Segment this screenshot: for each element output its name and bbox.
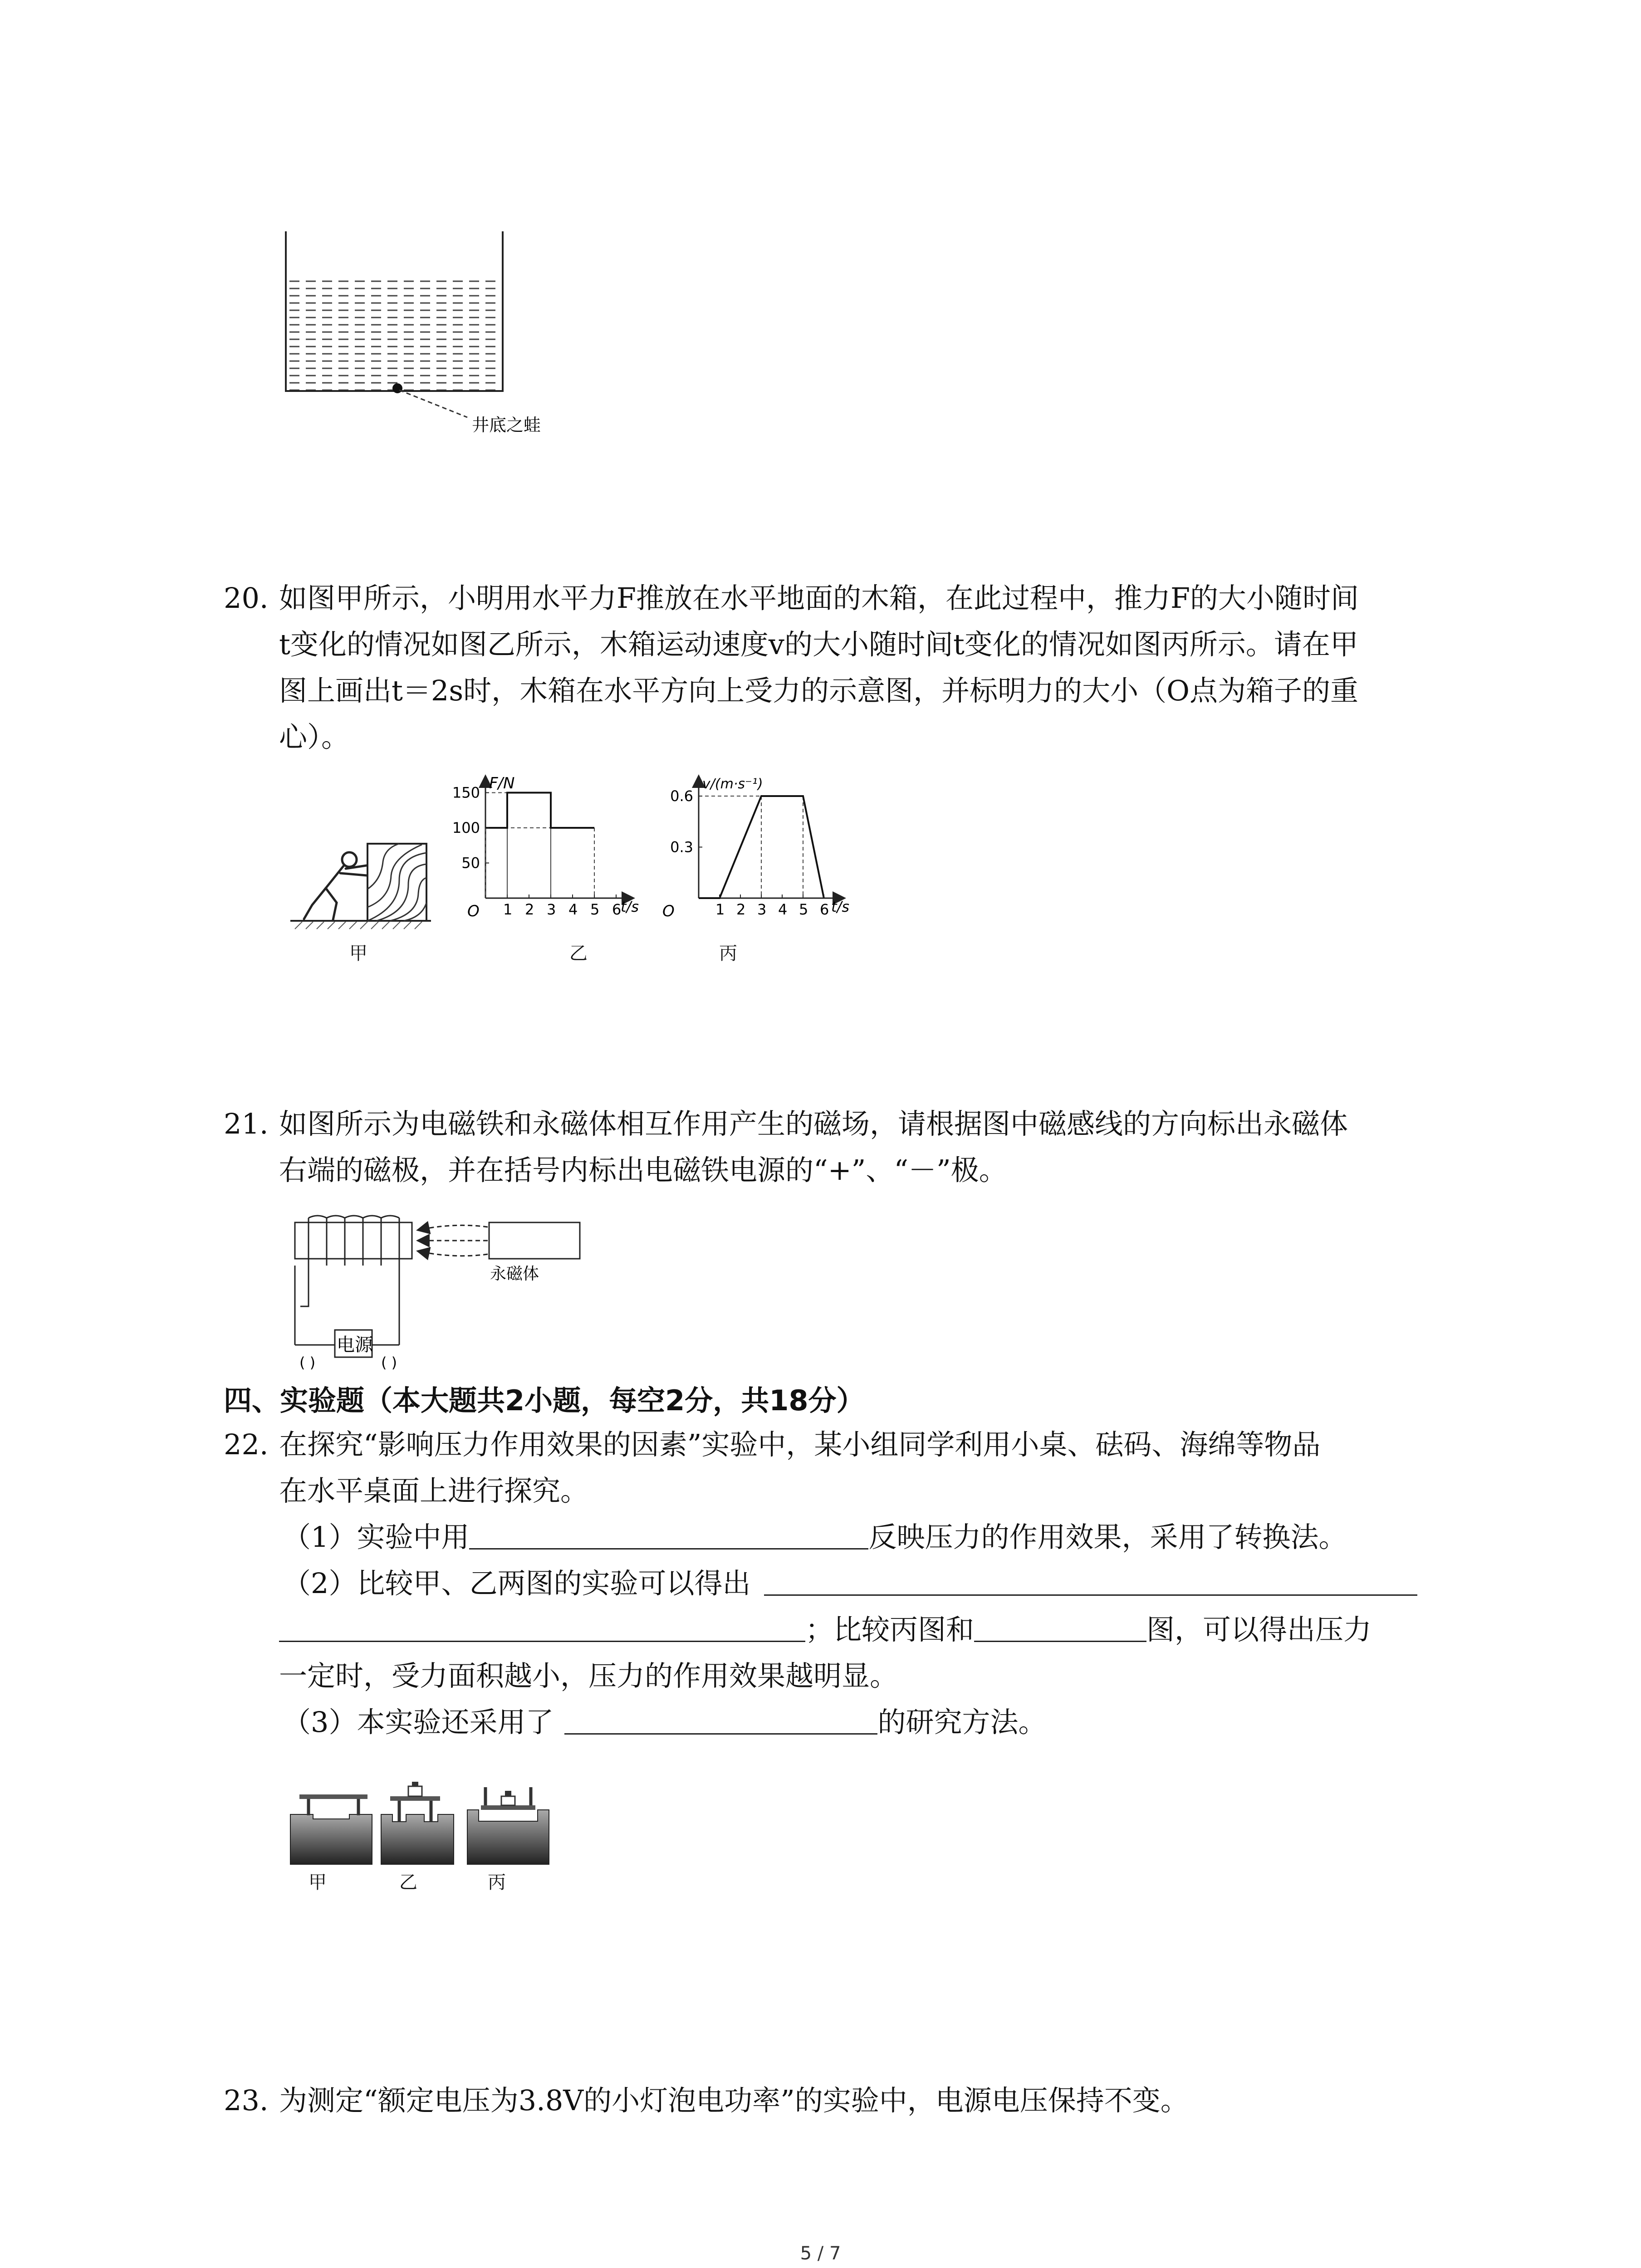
bracket-left: ( ) [299,1354,316,1371]
question-line: 在探究“影响压力作用效果的因素”实验中，某小组同学利用小桌、砝码、海绵等物品 [279,1428,1321,1461]
part-2-text-end: 图，可以得出压力 [1146,1613,1372,1646]
x-tick-label: 3 [757,901,767,918]
x-tick-label: 1 [503,901,513,918]
part-2-text: （2）比较甲、乙两图的实验可以得出 [283,1567,751,1600]
figure-caption-yi: 乙 [399,1872,417,1893]
frog-dot [392,383,402,393]
question-number: 21. [224,1107,269,1140]
permanent-magnet [489,1222,580,1259]
origin-label: O [662,902,675,920]
series-line [485,793,594,828]
question-line: 右端的磁极，并在括号内标出电磁铁电源的“+”、“－”极。 [279,1154,1007,1187]
well-frog-label: 井底之蛙 [472,415,541,435]
answer-blank-5[interactable] [564,1706,877,1735]
part-1-text: （1）实验中用 [283,1520,470,1554]
answer-blank-4[interactable] [974,1613,1146,1642]
figure-caption-yi: 乙 [569,943,588,964]
answer-blank-3[interactable] [279,1613,805,1642]
x-tick-label: 4 [568,901,578,918]
part-3-text-end: 的研究方法。 [877,1706,1047,1739]
origin-label: O [467,902,480,920]
question-number: 20. [224,582,269,615]
figure-caption-bing: 丙 [488,1872,506,1893]
well-figure [272,227,590,440]
question-line: 图上画出t＝2s时，木箱在水平方向上受力的示意图，并标明力的大小（O点为箱子的重 [279,674,1359,707]
permanent-magnet-label: 永磁体 [490,1265,539,1283]
x-tick-label: 2 [525,901,534,918]
question-22 [224,1422,1449,1745]
y-axis-label: F/N [489,774,515,792]
x-axis-label: t/s [621,898,639,915]
y-axis-label: v/(m·s⁻¹) [702,776,763,792]
question-line: 一定时，受力面积越小，压力的作用效果越明显。 [279,1659,898,1692]
answer-blank-2[interactable] [764,1567,1417,1596]
x-tick-label: 2 [736,901,746,918]
x-tick-label: 6 [612,901,622,918]
question-line: 心）。 [279,720,350,753]
x-tick-label: 4 [778,901,788,918]
x-tick-label: 6 [820,901,829,918]
x-tick-label: 3 [547,901,556,918]
question-20 [224,575,1449,760]
part-1-text-end: 反映压力的作用效果，采用了转换法。 [868,1520,1347,1554]
part-3-text: （3）本实验还采用了 [283,1706,554,1739]
x-tick-label: 1 [715,901,725,918]
x-axis-label: t/s [831,898,849,915]
chart-velocity-time [635,771,849,921]
y-tick-label: 100 [452,819,480,836]
question-23 [224,2077,1449,2124]
figure-caption-bing: 丙 [719,943,737,964]
page-number: 5 / 7 [800,2243,841,2264]
chart-force-time [436,771,639,921]
question-line: t变化的情况如图乙所示，木箱运动速度v的大小随时间t变化的情况如图丙所示。请在甲 [279,628,1358,661]
answer-blank-1[interactable] [469,1521,868,1549]
x-tick-label: 5 [590,901,600,918]
question-number: 23. [224,2084,269,2117]
question-line: 如图所示为电磁铁和永磁体相互作用产生的磁场，请根据图中磁感线的方向标出永磁体 [279,1107,1348,1140]
question-number: 22. [224,1428,269,1461]
figure-table-sponge [286,1778,576,1892]
y-tick-label: 50 [461,854,480,872]
question-line: 在水平桌面上进行探究。 [279,1474,589,1507]
section-title: 四、实验题（本大题共2小题，每空2分，共18分） [224,1384,865,1417]
bracket-right: ( ) [381,1354,397,1371]
figure-caption-jia: 甲 [349,943,367,964]
y-tick-label: 150 [452,784,480,802]
figure-caption-jia: 甲 [309,1872,327,1893]
figure-electromagnet [281,1207,599,1370]
question-line: 如图甲所示，小明用水平力F推放在水平地面的木箱，在此过程中，推力F的大小随时间 [279,582,1359,615]
figure-person-pushing-box [286,812,436,934]
y-tick-label: 0.3 [670,838,693,856]
y-tick-label: 0.6 [670,787,693,805]
question-line: 为测定“额定电压为3.8V的小灯泡电功率”的实验中，电源电压保持不变。 [279,2084,1189,2117]
question-21 [224,1101,1449,1193]
part-2-text-mid: ；比较丙图和 [805,1613,975,1646]
x-tick-label: 5 [799,901,808,918]
power-source-label: 电源 [337,1334,373,1355]
